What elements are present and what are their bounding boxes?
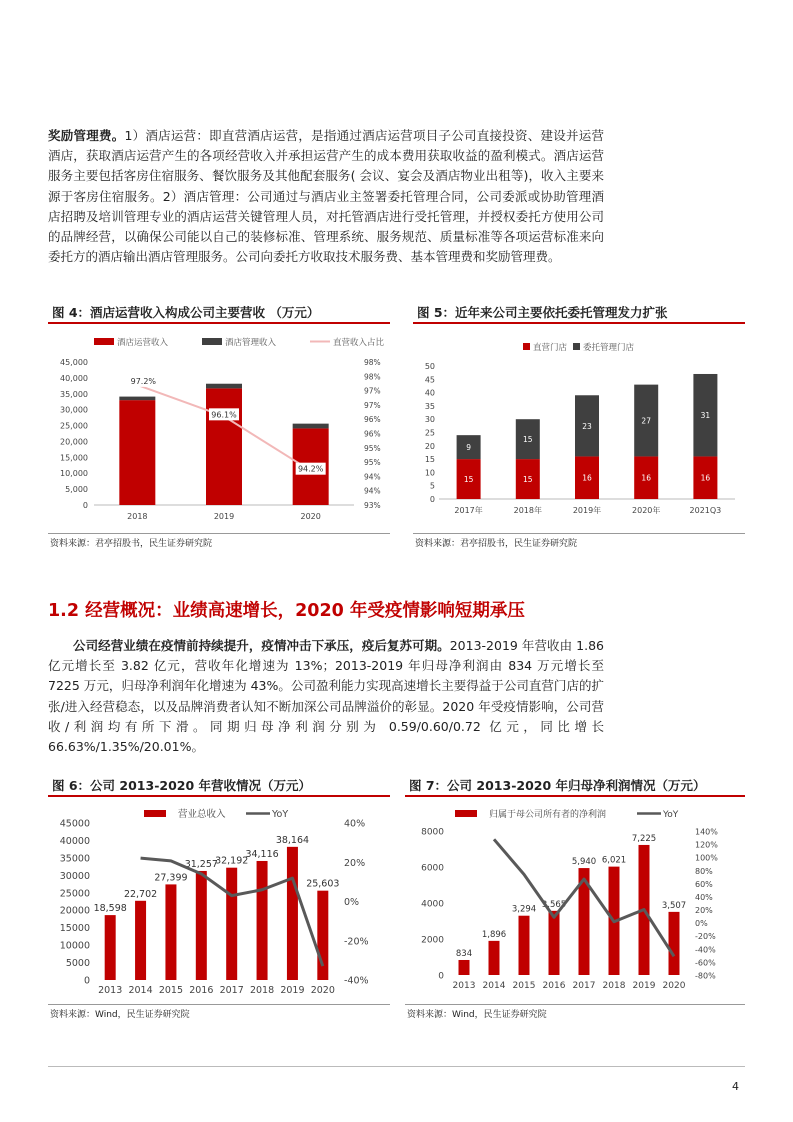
fig7-bar [459, 960, 470, 975]
fig7-data-label: 3,294 [511, 904, 537, 915]
fig5-data-label: 23 [582, 421, 592, 431]
fig6-y2-tick: -20% [344, 936, 369, 948]
fig4-y-tick: 25,000 [60, 421, 88, 431]
fig5-y-tick: 25 [424, 428, 435, 438]
fig6-bar [135, 901, 146, 980]
fig4-y-tick: 10,000 [60, 469, 88, 479]
fig4-y2-tick: 95% [364, 458, 381, 468]
fig5-data-label: 15 [523, 435, 533, 445]
fig7-y2-tick: -40% [695, 945, 716, 955]
fig7-y2-tick: -80% [695, 971, 716, 981]
fig7-x-tick: 2018 [602, 981, 626, 991]
fig4-bar-management [293, 424, 329, 429]
fig5-y-tick: 45 [424, 375, 435, 385]
fig5-x-tick: 2017年 [454, 506, 483, 515]
fig6-y-tick: 25000 [59, 888, 90, 900]
fig6-bar [105, 915, 116, 980]
fig6-x-tick: 2017 [219, 985, 244, 996]
fig7-legend-bar-swatch [455, 810, 477, 817]
fig6-data-label: 18,598 [93, 903, 127, 915]
fig5-legend-label-1: 委托管理门店 [583, 343, 635, 353]
fig6-x-tick: 2015 [158, 985, 184, 996]
fig6-legend-bar-swatch [144, 810, 166, 817]
fig7-legend-bar-label: 归属于母公司所有者的净利润 [489, 810, 607, 820]
fig5-y-tick: 35 [424, 401, 435, 411]
fig5-data-label: 16 [641, 473, 651, 483]
fig6-bar [287, 847, 298, 980]
fig6-data-label: 27,399 [154, 872, 188, 884]
fig6-chart [48, 801, 390, 1001]
fig4-y-tick: 20,000 [60, 437, 88, 447]
fig5-x-tick: 2021Q3 [689, 506, 722, 515]
fig6-data-label: 38,164 [275, 834, 310, 846]
footer-rule [48, 1066, 745, 1067]
fig5-y-tick: 0 [429, 495, 435, 504]
fig7-y2-tick: 80% [695, 866, 713, 876]
fig7-y-tick: 2000 [421, 935, 444, 946]
fig6-x-tick: 2016 [189, 985, 214, 996]
fig5-y-tick: 15 [424, 455, 435, 465]
fig7-y2-tick: 20% [695, 906, 713, 916]
fig4-y-tick: 40,000 [60, 373, 88, 383]
fig7-y2-tick: 100% [695, 853, 718, 863]
fig6-legend-bar-label: 营业总收入 [178, 809, 226, 820]
overview-lead: 公司经营业绩在疫情前持续提升，疫情冲击下承压，疫后复苏可期。 [73, 638, 450, 653]
fig5-x-tick: 2018年 [513, 506, 542, 515]
fig5-data-label: 15 [463, 475, 474, 485]
overview-paragraph [48, 636, 604, 757]
fig7-bar [489, 941, 500, 975]
fig4-rule [48, 533, 390, 534]
fig7-rule [405, 1004, 745, 1005]
fig6-data-label: 31,257 [184, 858, 218, 870]
fig7-data-label: 6,021 [601, 855, 627, 866]
fig6-y-tick: 30000 [59, 870, 90, 882]
fig7-data-label: 7,225 [631, 833, 657, 844]
fig5-data-label: 31 [700, 411, 711, 421]
fig4-y2-tick: 97% [364, 400, 381, 410]
fig6-y2-tick: 40% [344, 818, 366, 830]
fig6-rule [48, 1004, 390, 1005]
fig7-bar [549, 911, 560, 975]
fig6-bar [226, 868, 237, 980]
fig6-y-tick: 10000 [59, 940, 90, 952]
fig7-y2-tick: -60% [695, 958, 716, 968]
fig4-x-tick: 2020 [300, 512, 321, 521]
fig7-bar [519, 916, 530, 975]
fig4-bar-management [206, 384, 242, 389]
fig4-legend-line-label: 直营收入占比 [333, 338, 385, 348]
fig5-source: 资料来源：君亭招股书，民生证券研究院 [415, 539, 578, 549]
fig5-y-tick: 10 [424, 468, 435, 478]
fig4-y2-tick: 95% [364, 443, 381, 453]
fig6-bar [317, 891, 328, 980]
fig4-y-tick: 15,000 [60, 453, 88, 463]
fig6-y-tick: 35000 [59, 853, 90, 865]
fig7-y2-tick: 40% [695, 892, 713, 902]
intro-body: 1）酒店运营：即直营酒店运营，是指通过酒店运营项目子公司直接投资、建设并运营酒店，获取酒店运营产生的各项经营收入并承担运营产生的成本费用获取收益的盈利模式。酒店运营服务主要包括客房住宿服务、餐饮服务及其他配套服务( 会议、宴会及酒店物业出租等)，收入主要来源于客房住宿服务。2）酒店管理：公司通过与酒店业主签署委托管理合同，公司委派或协助管理酒店招聘及培训管理专业的酒店运营关键管理人员，对托管酒店进行受托管理，并授权委托方使用公司的品牌经营，以确保公司能以自己的装修标准、管理系统、服务规范、质量标准等各项运营标准来向委托方的酒店输出酒店管理服务。公司向委托方收取技术服务费、基本管理费和奖励管理费。 [48, 128, 604, 265]
fig7-x-tick: 2016 [542, 981, 566, 991]
fig6-x-tick: 2018 [249, 985, 275, 996]
fig6-y2-tick: -40% [344, 975, 369, 987]
fig7-bar [669, 912, 680, 975]
fig6-source: 资料来源：Wind，民生证券研究院 [50, 1010, 190, 1020]
fig5-y-tick: 50 [424, 362, 435, 371]
fig6-title: 图 6：公司 2013-2020 年营收情况（万元） [48, 775, 390, 797]
fig7-y-tick: 6000 [421, 863, 444, 874]
fig5-data-label: 16 [582, 473, 592, 483]
fig4-y2-tick: 98% [364, 372, 381, 382]
fig4-y2-tick: 94% [364, 486, 381, 496]
fig5-data-label: 9 [466, 443, 471, 453]
fig6-y-tick: 40000 [59, 835, 90, 847]
fig5-data-label: 16 [700, 473, 711, 483]
fig6-bar [165, 884, 176, 980]
fig4-bar-management [119, 397, 155, 401]
fig4-data-label: 94.2% [297, 464, 324, 474]
intro-paragraph [48, 126, 604, 267]
fig5-y-tick: 20 [424, 441, 435, 451]
fig7-x-tick: 2019 [632, 981, 656, 991]
fig6-x-tick: 2013 [98, 985, 123, 996]
fig5-chart [413, 330, 745, 525]
fig4-x-tick: 2018 [127, 512, 148, 521]
fig5-data-label: 27 [641, 416, 651, 426]
fig5-x-tick: 2019年 [572, 506, 602, 515]
overview-body: 2013-2019 年营收由 1.86 亿元增长至 3.82 亿元，营收年化增速为 13%；2013-2019 年归母净利润由 834 万元增长至 7225 万元，归母净利润年化增速为 43%。公司盈利能力实现高速增长主要得益于公司直营门店的扩张/进入经营稳态，以及品牌消费者认知不断加深公司品牌溢价的彰显。2020 年受疫情影响，公司营收/利润均有所下滑。同期归母净利润分别为 0.59/0.60/0.72 亿元，同比增长 66.63%/1.35%/20.01%。 [48, 638, 604, 755]
fig7-x-tick: 2014 [482, 981, 506, 991]
fig4-y-tick: 45,000 [60, 358, 88, 367]
fig7-y2-tick: -20% [695, 932, 716, 942]
fig6-data-label: 25,603 [306, 878, 340, 890]
fig7-legend-line-label: YoY [663, 810, 679, 820]
fig4-chart [48, 330, 390, 525]
fig4-y2-tick: 98% [364, 358, 381, 367]
fig4-x-tick: 2019 [213, 512, 235, 521]
fig7-x-tick: 2013 [452, 981, 476, 991]
fig6-y-tick: 20000 [59, 905, 90, 917]
fig5-y-tick: 40 [424, 388, 435, 398]
fig4-y-tick: 0 [82, 501, 88, 510]
fig4-data-label: 96.1% [211, 410, 237, 420]
fig7-y2-tick: 140% [695, 827, 718, 837]
fig6-y-tick: 5000 [65, 958, 90, 970]
fig5-rule [413, 533, 745, 534]
fig4-legend-label-0: 酒店运营收入 [117, 338, 169, 348]
fig7-data-label: 3,565 [541, 899, 567, 910]
fig4-y-tick: 5,000 [65, 485, 88, 495]
fig5-y-tick: 5 [429, 481, 435, 491]
fig6-x-tick: 2014 [128, 985, 153, 996]
fig7-x-tick: 2017 [572, 981, 596, 991]
fig4-y2-tick: 94% [364, 472, 381, 482]
fig5-title: 图 5：近年来公司主要依托委托管理发力扩张 [413, 302, 745, 324]
fig5-data-label: 15 [523, 475, 533, 485]
fig7-y2-tick: 60% [695, 879, 713, 889]
fig4-source: 资料来源：君亭招股书，民生证券研究院 [50, 539, 213, 549]
fig4-y-tick: 35,000 [60, 389, 88, 399]
fig6-x-tick: 2019 [280, 985, 305, 996]
section-title: 1.2 经营概况：业绩高速增长，2020 年受疫情影响短期承压 [48, 601, 525, 621]
fig7-data-label: 5,940 [571, 857, 597, 868]
fig7-data-label: 1,896 [481, 929, 507, 940]
fig7-y-tick: 8000 [421, 827, 444, 838]
fig5-legend-swatch-0 [523, 343, 530, 350]
fig7-y-tick: 4000 [421, 899, 444, 910]
fig6-data-label: 22,702 [123, 888, 158, 900]
fig7-source: 资料来源：Wind，民生证券研究院 [407, 1010, 547, 1020]
fig4-bar-operation [119, 400, 155, 505]
fig6-data-label: 34,116 [245, 848, 279, 860]
fig4-y-tick: 30,000 [60, 405, 88, 415]
fig4-y2-tick: 97% [364, 386, 381, 396]
fig6-y-tick: 15000 [59, 923, 90, 935]
fig7-y2-tick: 120% [695, 840, 718, 850]
fig6-legend-line-label: YoY [272, 809, 289, 820]
fig7-y-tick: 0 [438, 971, 444, 982]
page-number: 4 [732, 1080, 739, 1093]
fig4-legend-swatch-1 [202, 338, 222, 345]
fig7-data-label: 3,507 [661, 900, 687, 911]
fig4-y2-tick: 96% [364, 429, 381, 439]
fig6-data-label: 32,192 [215, 855, 249, 867]
fig6-bar [196, 871, 207, 980]
fig6-y-tick: 0 [83, 975, 90, 987]
fig7-x-tick: 2015 [512, 981, 536, 991]
intro-lead: 奖励管理费。 [48, 128, 125, 143]
fig4-bar-operation [206, 388, 242, 505]
fig6-y2-tick: 0% [344, 897, 360, 908]
fig4-y2-tick: 96% [364, 415, 381, 425]
fig5-legend-swatch-1 [573, 343, 580, 350]
fig7-x-tick: 2020 [662, 981, 686, 991]
fig4-title: 图 4：酒店运营收入构成公司主要营收 （万元） [48, 302, 390, 324]
fig4-legend-swatch-0 [94, 338, 114, 345]
fig4-data-label: 97.2% [130, 376, 157, 386]
fig7-title: 图 7：公司 2013-2020 年归母净利润情况（万元） [405, 775, 745, 797]
fig4-legend-label-1: 酒店管理收入 [225, 338, 277, 348]
fig4-y2-tick: 93% [364, 501, 381, 510]
fig7-chart [405, 801, 745, 1001]
fig6-bar [257, 861, 268, 980]
fig7-data-label: 834 [455, 948, 473, 959]
fig6-y-tick: 45000 [59, 818, 90, 830]
fig5-x-tick: 2020年 [632, 506, 661, 515]
fig5-legend-label-0: 直营门店 [533, 343, 568, 353]
fig5-y-tick: 30 [424, 415, 435, 425]
fig7-y2-tick: 0% [695, 919, 708, 929]
fig6-x-tick: 2020 [310, 985, 335, 996]
fig6-y2-tick: 20% [344, 857, 366, 869]
